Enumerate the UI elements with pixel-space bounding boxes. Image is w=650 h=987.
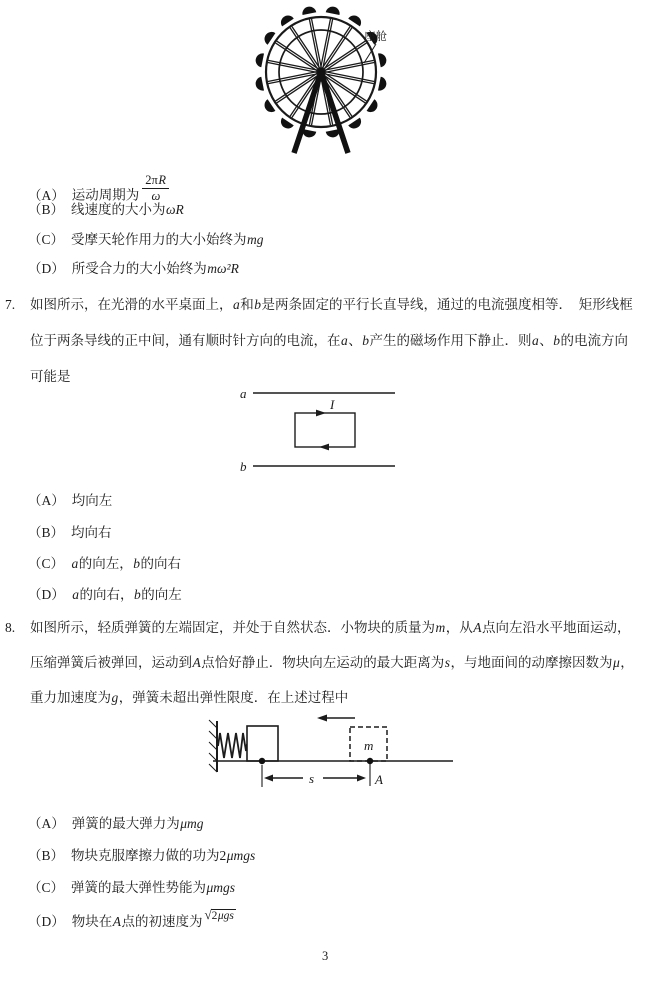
square-root xyxy=(205,907,237,924)
fraction-numerator: 2πR xyxy=(142,174,169,189)
current-arrow-left xyxy=(319,444,329,451)
option-text: 运动周期为 xyxy=(71,187,140,203)
point-a-label: A xyxy=(375,772,383,787)
option-letter: （D） xyxy=(28,261,65,276)
q6-option-c xyxy=(28,232,264,248)
option-letter: （D） xyxy=(28,587,65,602)
q6-option-a xyxy=(28,174,169,204)
q7-option-d xyxy=(28,587,182,603)
option-letter: （A） xyxy=(28,816,65,831)
ferris-wheel-drawing xyxy=(252,2,392,156)
q8-option-b xyxy=(28,848,256,864)
current-loop xyxy=(295,413,355,447)
distance-label: s xyxy=(309,771,315,786)
q7-option-a xyxy=(28,493,112,509)
option-letter: （C） xyxy=(28,232,65,247)
wheel-left-leg xyxy=(294,72,321,153)
option-letter: （A） xyxy=(28,493,65,508)
block-compressed xyxy=(247,726,278,761)
fraction-denominator: ω xyxy=(151,188,161,203)
option-text: 弹簧的最大弹力为μmg xyxy=(71,816,204,831)
point-a-dot xyxy=(367,758,373,764)
s-right-arrow-head xyxy=(357,775,366,782)
motion-arrow-head xyxy=(317,715,327,722)
option-text: 物块克服摩擦力做的功为2μmgs xyxy=(71,848,256,863)
option-text: 均向右 xyxy=(71,525,112,540)
option-text: 弹簧的最大弹性势能为μmgs xyxy=(71,880,236,895)
option-letter: （B） xyxy=(28,202,65,217)
option-letter: （A） xyxy=(28,187,65,203)
wire-b-label: b xyxy=(240,459,247,474)
q7-option-c xyxy=(28,556,181,572)
ferris-wheel-figure xyxy=(252,2,392,156)
option-text: 均向左 xyxy=(71,493,113,508)
option-text: 线速度的大小为ωR xyxy=(71,202,184,217)
cabin-label: 座舱 xyxy=(364,31,387,43)
q8-text-line-3: 重力加速度为g，弹簧未超出弹性限度．在上述过程中 xyxy=(30,690,349,705)
wheel-right-leg xyxy=(321,72,348,153)
radical-sign: √ xyxy=(204,907,212,922)
q8-text-line-1: 如图所示，轻质弹簧的左端固定，并处于自然状态．小物块的质量为m，从A点向左沿水平地面运动， xyxy=(30,620,631,635)
option-letter: （C） xyxy=(28,556,65,571)
option-text: 所受合力的大小始终为mω²R xyxy=(71,261,239,276)
wall-hatching xyxy=(209,720,217,772)
q8-text-line-2: 压缩弹簧后被弹回，运动到A点恰好静止．物块向左运动的最大距离为s，与地面间的动摩擦因数为μ， xyxy=(30,655,634,670)
current-arrow-right xyxy=(316,410,326,417)
spring-block-diagram xyxy=(205,706,460,798)
option-text: a的向右，b的向左 xyxy=(72,587,182,602)
mass-label: m xyxy=(364,738,374,753)
option-letter: （B） xyxy=(28,525,65,540)
option-letter: （D） xyxy=(28,914,65,929)
wire-a-label: a xyxy=(240,386,247,401)
q7-text-line-1: 如图所示，在光滑的水平桌面上，a和b是两条固定的平行长直导线，通过的电流强度相等． 矩形线框 xyxy=(30,297,633,312)
wires-diagram xyxy=(230,382,410,477)
q7-option-b xyxy=(28,525,112,541)
current-label: I xyxy=(330,397,335,412)
q8-option-c xyxy=(28,880,236,896)
q8-number: 8. xyxy=(5,620,16,635)
option-text: a的向左，b的向右 xyxy=(71,556,182,571)
radicand: 2μgs xyxy=(211,909,237,922)
option-text: 受摩天轮作用力的大小始终为mg xyxy=(71,232,264,247)
q7-text-line-3: 可能是 xyxy=(30,369,71,384)
option-letter: （B） xyxy=(28,848,65,863)
q6-option-d xyxy=(28,261,239,277)
s-left-arrow-head xyxy=(264,775,273,782)
page-number: 3 xyxy=(322,949,329,963)
q8-option-d xyxy=(28,907,236,931)
left-position-dot xyxy=(259,758,265,764)
spring xyxy=(218,733,247,758)
q8-option-a xyxy=(28,816,204,832)
q7-number: 7. xyxy=(5,297,16,312)
option-text: 物块在A点的初速度为 xyxy=(71,914,203,929)
q7-text-line-2: 位于两条导线的正中间，通有顺时针方向的电流，在a、b产生的磁场作用下静止．则a、b的电流方向 xyxy=(30,333,628,348)
option-letter: （C） xyxy=(28,880,65,895)
fraction xyxy=(142,174,169,203)
q6-option-b xyxy=(28,202,184,218)
